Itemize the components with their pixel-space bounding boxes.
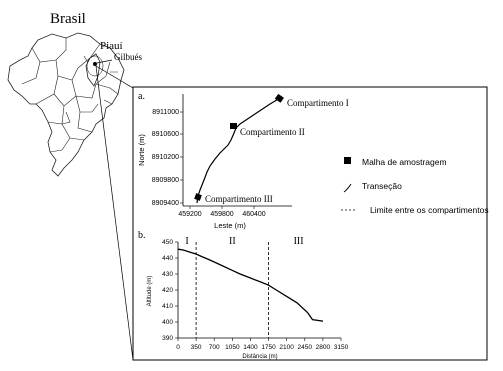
country-label: Brasil [50,11,86,27]
panel-b-y-tick: 440 [162,255,173,262]
panel-b-x-tick: 3150 [333,344,349,351]
panel-b-x-tick: 1050 [225,344,240,351]
panel-b-y-tick: 450 [162,239,173,246]
panel-a-label: a. [138,91,145,102]
legend-boundary-label: Limite entre os compartimentos [370,205,489,215]
gilbues-marker [93,62,97,66]
legend-transect-label: Transeção [362,181,402,191]
panel-b-x-tick: 2100 [279,344,294,351]
panel-b-y-tick: 390 [162,335,173,342]
panel-b-x-tick: 0 [176,344,180,351]
panel-a-x-tick: 459800 [210,211,234,218]
panel-b-y-tick: 410 [162,303,173,310]
section-label: II [228,236,236,247]
compartment-i-label: Compartimento I [287,98,349,108]
connector-bottom [96,66,133,360]
inset-box [133,87,487,360]
panel-b-x-tick: 350 [190,344,202,351]
panel-b-x-tick: 1750 [261,344,276,351]
compartment-iii-label: Compartimento III [205,194,273,204]
panel-a-y-tick: 8910200 [151,154,179,161]
sampling-grid-marker-ii [230,123,237,129]
panel-b-y-tick: 420 [162,287,173,294]
panel-b-y-tick: 430 [162,271,173,278]
panel-a-y-tick: 8909400 [151,200,179,207]
state-label: Piauí [100,40,123,52]
panel-a-x-tick: 459200 [178,211,202,218]
section-label: III [293,236,304,247]
panel-b-x-tick: 700 [208,344,220,351]
panel-a-x-label: Leste (m) [214,221,246,230]
panel-b-y-label: Altitude (m) [147,275,153,307]
panel-a-y-tick: 8909800 [151,177,179,184]
city-label: Gilbués [114,52,142,62]
compartment-ii-label: Compartimento II [240,127,305,137]
brazil-map [8,33,124,176]
panel-a-y-tick: 8910600 [151,131,179,138]
panel-b-y-tick: 400 [162,319,173,326]
panel-a-y-label: Norte (m) [137,134,146,166]
legend-sampling-grid-label: Malha de amostragem [362,157,447,167]
panel-b-label: b. [138,230,146,241]
panel-b-x-label: Distância (m) [242,354,278,360]
panel-a-y-tick: 8911000 [152,109,179,116]
panel-b-x-tick: 1400 [243,344,258,351]
panel-a-x-tick: 460400 [242,211,266,218]
panel-b-x-tick: 2450 [297,344,313,351]
section-label: I [185,236,189,247]
legend-sampling-grid-icon [344,157,351,164]
panel-b-x-tick: 2800 [315,344,331,351]
